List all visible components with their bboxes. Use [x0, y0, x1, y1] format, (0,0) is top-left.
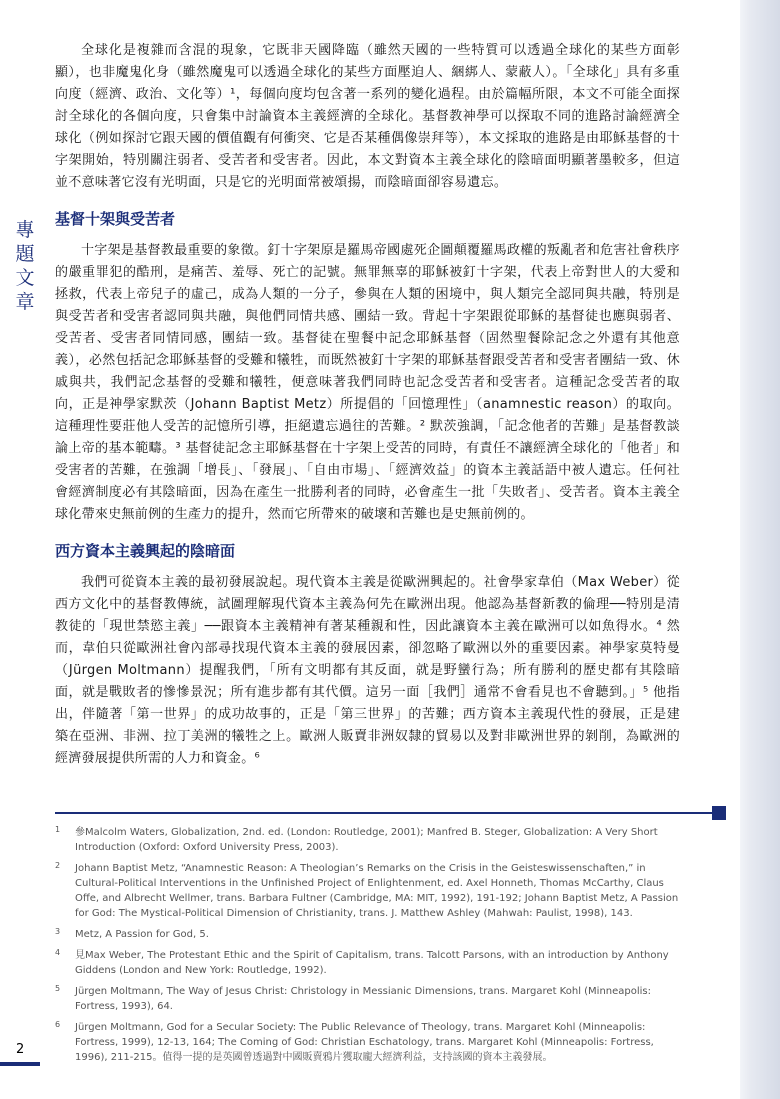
right-decorative-rail [740, 0, 780, 1099]
footnote [55, 825, 680, 855]
footnote-divider [55, 812, 712, 814]
article-body [55, 40, 680, 770]
footnote-number: 4 [55, 948, 61, 957]
section-side-label [14, 218, 36, 314]
footnote-text: Johann Baptist Metz, “Anamnestic Reason: A Theologian’s Remarks on the Crisis in the Geisteswissenschaften,” in Cultural-Political Interventions in the Unfinished Project of Enlightenment, ed. Axel Honneth, Thomas McCarthy, Claus Offe, and Albrecht Wellmer, trans. Barbara Fultner (Cambridge, MA: MIT, 1992), 191-192; Johann Baptist Metz, A Passion for God: The Mystical-Political Dimension of Christianity, trans. J. Matthew Ashley (Mahwah: Paulist, 1998), 143. [75, 863, 679, 919]
footnote [55, 1020, 680, 1065]
page-number: 2 [16, 1042, 25, 1057]
body-paragraph: 我們可從資本主義的最初發展說起。現代資本主義是從歐洲興起的。社會學家韋伯（Max Weber）從西方文化中的基督教傳統，試圖理解現代資本主義為何先在歐洲出現。他認為基督新教的倫理──特別是清教徒的「現世禁慾主義」──跟資本主義精神有著某種親和性，因此讓資本主義在歐洲可以如魚得水。⁴ 然而，韋伯只從歐洲社會內部尋找現代資本主義的發展因素，卻忽略了歐洲以外的重要因素。神學家莫特曼（Jürgen Moltmann）提醒我們，「所有文明都有其反面，就是野蠻行為；所有勝利的歷史都有其陰暗面，就是戰敗者的慘慘景況；所有進步都有其代價。這另一面［我們］通常不會看見也不會聽到。」⁵ 他指出，伴隨著「第一世界」的成功故事的，正是「第三世界」的苦難；西方資本主義現代性的發展，正是建築在亞洲、非洲、拉丁美洲的犧牲之上。歐洲人販賣非洲奴隸的貿易以及對非歐洲世界的剝削，為歐洲的經濟發展提供所需的人力和資金。⁶ [55, 575, 680, 766]
footnote-number: 6 [55, 1020, 61, 1029]
side-label-char: 專 [15, 219, 35, 241]
footnote-number: 3 [55, 927, 61, 936]
intro-paragraph: 全球化是複雜而含混的現象，它既非天國降臨（雖然天國的一些特質可以透過全球化的某些方面彰顯），也非魔鬼化身（雖然魔鬼可以透過全球化的某些方面壓迫人、綑綁人、蒙蔽人）。「全球化」具有多重向度（經濟、政治、文化等）¹，每個向度均包含著一系列的變化過程。由於篇幅所限，本文不可能全面探討全球化的各個向度，只會集中討論資本主義經濟的全球化。基督教神學可以探取不同的進路討論經濟全球化（例如探討它跟天國的價值觀有何衝突、它是否某種偶像崇拜等），本文採取的進路是由耶穌基督的十字架開始，特別關注弱者、受苦者和受害者。因此，本文對資本主義全球化的陰暗面明顯著墨較多，但這並不意味著它沒有光明面，只是它的光明面常被頌揚，而陰暗面卻容易遺忘。 [55, 43, 680, 190]
footnote-text: 見Max Weber, The Protestant Ethic and the Spirit of Capitalism, trans. Talcott Parsons, with an introduction by Anthony Giddens (London and New York: Routledge, 1992). [75, 950, 669, 976]
footnote-text: Metz, A Passion for God, 5. [75, 929, 209, 940]
page-number-bar [0, 1062, 40, 1066]
footnote [55, 984, 680, 1014]
footnote [55, 927, 680, 942]
footnote-number: 2 [55, 861, 61, 870]
side-label-char: 章 [15, 291, 35, 313]
section-heading: 西方資本主義興起的陰暗面 [55, 542, 236, 560]
side-label-char: 題 [15, 243, 35, 265]
body-paragraph: 十字架是基督教最重要的象徵。釘十字架原是羅馬帝國處死企圖顛覆羅馬政權的叛亂者和危害社會秩序的嚴重罪犯的酷刑，是痛苦、羞辱、死亡的記號。無罪無辜的耶穌被釘十字架，代表上帝對世人的大愛和拯救，代表上帝兒子的虛己，成為人類的一分子，參與在人類的困境中，與人類完全認同與共融，特別是與受苦者和受害者認同與共融，與他們同情共感、團結一致。背起十字架跟從耶穌的基督徒也應與弱者、受苦者、受害者同情同感，團結一致。基督徒在聖餐中記念耶穌基督（固然聖餐除記念之外還有其他意義），必然包括記念耶穌基督的受難和犧牲，而既然被釘十字架的耶穌基督跟受苦者和受害者團結一致、休戚與共，我們記念基督的受難和犧牲，便意味著我們同時也記念受苦者和受害者。這種記念受苦者的取向，正是神學家默茨（Johann Baptist Metz）所提倡的「回憶理性」（anamnestic reason）的取向。這種理性要莊他人受苦的記憶所引導，拒絕遺忘過往的苦難。² 默茨強調，「記念他者的苦難」是基督教談論上帝的基本範疇。³ 基督徒記念主耶穌基督在十字架上受苦的同時，有責任不讓經濟全球化的「他者」和受害者的苦難，在強調「增長」、「發展」、「自由市場」、「經濟效益」的資本主義話語中被人遺忘。任何社會經濟制度必有其陰暗面，因為在產生一批勝利者的同時，必會產生一批「失敗者」、受苦者。資本主義全球化帶來史無前例的生產力的提升，然而它所帶來的破壞和苦難也是史無前例的。 [55, 243, 680, 522]
section-heading: 基督十架與受苦者 [55, 210, 176, 228]
footnote-text: 參Malcolm Waters, Globalization, 2nd. ed. (London: Routledge, 2001); Manfred B. Steger, Globalization: A Very Short Introduction (Oxford: Oxford University Press, 2003). [75, 827, 658, 853]
side-label-char: 文 [15, 267, 35, 289]
footnote-text: Jürgen Moltmann, God for a Secular Society: The Public Relevance of Theology, trans. Margaret Kohl (Minneapolis: Fortress, 1999), 12-13, 164; The Coming of God: Christian Eschatology, trans. Margaret Kohl (Minneapolis: Fortress, 1996), 211-215。值得一提的是英國曾透過對中國販賣鴉片獲取龐大經濟利益，支持該國的資本主義發展。 [75, 1022, 654, 1063]
footnote-divider-marker [712, 806, 726, 820]
footnote-number: 1 [55, 825, 61, 834]
footnote [55, 948, 680, 978]
footnote-text: Jürgen Moltmann, The Way of Jesus Christ: Christology in Messianic Dimensions, trans. Margaret Kohl (Minneapolis: Fortress, 1993), 64. [75, 986, 652, 1012]
footnote-number: 5 [55, 984, 61, 993]
footnote [55, 861, 680, 921]
footnotes [55, 825, 680, 1071]
